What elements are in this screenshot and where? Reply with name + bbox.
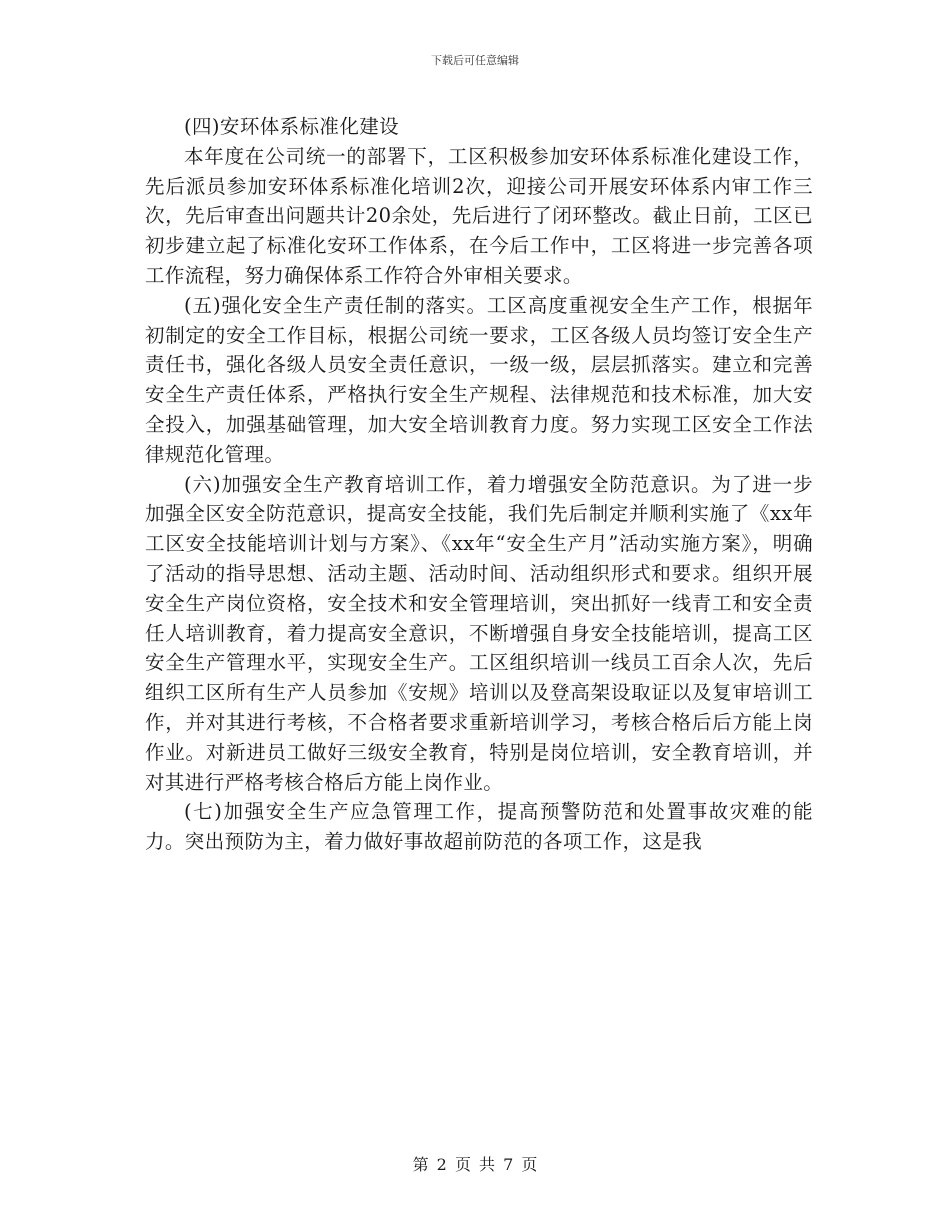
page-header: 下载后可任意编辑 <box>431 54 519 67</box>
paragraph: 本年度在公司统一的部署下，工区积极参加安环体系标准化建设工作，先后派员参加安环体系标准化培训2次，迎接公司开展安环体系内审工作三次，先后审查出问题共计20余处，先后进行了闭环整改。截止日前，工区已初步建立起了标准化安环工作体系，在今后工作中，工区将进一步完善各项工作流程，努力确保体系工作符合外审相关要求。 <box>145 144 813 287</box>
section-heading-4: (四)安环体系标准化建设 <box>184 115 400 138</box>
paragraph: (五)强化安全生产责任制的落实。工区高度重视安全生产工作，根据年初制定的安全工作目标，根据公司统一要求，工区各级人员均签订安全生产责任书，强化各级人员安全责任意识，一级一级，层层抓落实。建立和完善安全生产责任体系，严格执行安全生产规程、法律规范和技术标准，加大安全投入，加强基础管理，加大安全培训教育力度。努力实现工区安全工作法律规范化管理。 <box>145 293 813 466</box>
paragraph: (七)加强安全生产应急管理工作，提高预警防范和处置事故灾难的能力。突出预防为主，着力做好事故超前防范的各项工作，这是我 <box>145 800 813 854</box>
paragraph: (六)加强安全生产教育培训工作，着力增强安全防范意识。为了进一步加强全区安全防范意识，提高安全技能，我们先后制定并顺利实施了《xx年工区安全技能培训计划与方案》、《xx年“安全生产月”活动实施方案》，明确了活动的指导思想、活动主题、活动时间、活动组织形式和要求。组织开展安全生产岗位资格，安全技术和安全管理培训，突出抓好一线青工和安全责任人培训教育，着力提高安全意识，不断增强自身安全技能培训，提高工区安全生产管理水平，实现安全生产。工区组织培训一线员工百余人次，先后组织工区所有生产人员参加《安规》培训以及登高架设取证以及复审培训工作，并对其进行考核，不合格者要求重新培训学习，考核合格后后方能上岗作业。对新进员工做好三级安全教育，特别是岗位培训，安全教育培训，并对其进行严格考核合格后方能上岗作业。 <box>145 472 813 794</box>
document-body <box>145 112 813 857</box>
page-number: 第 2 页 共 7 页 <box>412 1155 538 1174</box>
